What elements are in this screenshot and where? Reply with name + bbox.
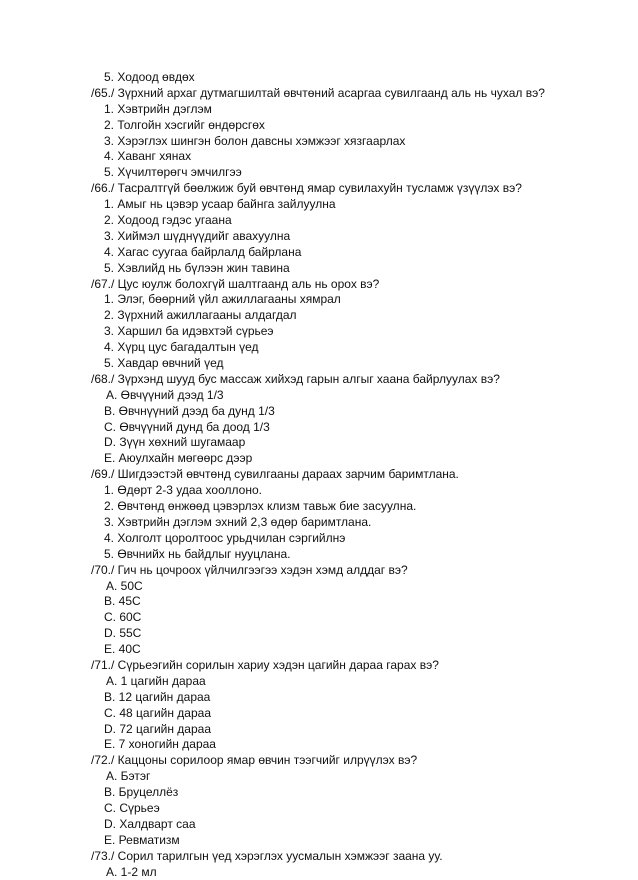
answer-option: 2. Өвчтөнд өнжөөд цэвэрлэх клизм тавьж бие засуулна. — [104, 499, 417, 514]
answer-option: 2. Толгойн хэсгийг өндөрсгөх — [104, 117, 265, 132]
answer-option: 3. Хиймэл шүднүүдийг авахуулна — [104, 228, 291, 243]
question-line: /69./ Шигдээстэй өвчтөнд сувилгааны дараах зарчим баримтлана. — [91, 467, 459, 482]
answer-option: A. 1-2 мл — [106, 864, 157, 879]
answer-option: D. Халдварт саа — [104, 816, 196, 831]
answer-option: E. 7 хоногийн дараа — [104, 737, 216, 752]
answer-option: A. 1 цагийн дараа — [106, 673, 206, 688]
answer-option: 5. Ходоод өвдөх — [104, 70, 195, 84]
answer-option: 4. Хүрц цус багадалтын үед — [104, 340, 259, 355]
answer-option: E. 40C — [104, 642, 141, 657]
answer-option: 5. Хавдар өвчний үед — [104, 356, 224, 371]
answer-option: D. Зүүн хөхний шугамаар — [104, 435, 246, 450]
answer-option: 3. Харшил ба идэвхтэй сүрьеэ — [104, 324, 274, 339]
answer-option: B. 12 цагийн дараа — [104, 689, 211, 704]
answer-option: B. Өвчнүүний дээд ба дунд 1/3 — [104, 403, 275, 418]
question-line: /70./ Гич нь цочроох үйлчилгээгээ хэдэн хэмд алддаг вэ? — [91, 562, 408, 577]
answer-option: E. Ревматизм — [104, 832, 180, 847]
answer-option: B. 45C — [104, 594, 141, 609]
answer-option: 4. Хаванг хянах — [104, 149, 192, 164]
question-line: /68./ Зүрхэнд шууд бус массаж хийхэд гарын алгыг хаана байрлуулах вэ? — [91, 371, 500, 386]
question-line: /66./ Тасралтгүй бөөлжиж буй өвчтөнд ямар сувилахуйн тусламж үзүүлэх вэ? — [91, 181, 522, 196]
answer-option: C. Сүрьеэ — [104, 800, 160, 815]
answer-option: D. 72 цагийн дараа — [104, 721, 212, 736]
answer-option: C. 60C — [104, 610, 142, 625]
answer-option: A. Бэтэг — [106, 769, 151, 784]
question-line: /67./ Цус юулж болохгүй шалтгаанд аль нь орох вэ? — [91, 276, 380, 291]
question-line: /72./ Каццоны сорилоор ямар өвчин тээгчийг илрүүлэх вэ? — [91, 753, 418, 768]
answer-option: 4. Холголт цоролтоос урьдчилан сэргийлнэ — [104, 530, 346, 545]
answer-option: A. 50C — [106, 578, 143, 593]
answer-option: 1. Өдөрт 2-3 удаа хооллоно. — [104, 483, 262, 498]
question-line: /65./ Зүрхний архаг дутмагшилтай өвчтөний асаргаа сувилгаанд аль нь чухал вэ? — [91, 85, 545, 100]
answer-option: D. 55C — [104, 626, 142, 641]
answer-option: 3. Хэвтрийн дэглэм эхний 2,3 өдөр баримтлана. — [104, 514, 372, 529]
answer-option: 2. Ходоод гэдэс угаана — [104, 213, 232, 228]
answer-option: 5. Өвчнийх нь байдлыг нууцлана. — [104, 546, 291, 561]
answer-option: C. Өвчүүний дунд ба доод 1/3 — [104, 419, 270, 434]
question-line: /73./ Сорил тарилгын үед хэрэглэх уусмалын хэмжээг заана уу. — [91, 848, 443, 863]
answer-option: C. 48 цагийн дараа — [104, 705, 212, 720]
answer-option: 5. Хэвлийд нь бүлээн жин тавина — [104, 260, 290, 275]
answer-option: 2. Зүрхний ажиллагааны алдагдал — [104, 308, 297, 323]
answer-option: 3. Хэрэглэх шингэн болон давсны хэмжээг хязгаарлах — [104, 133, 406, 148]
document-page — [0, 70, 638, 880]
answer-option: 4. Хагас суугаа байрлалд байрлана — [104, 244, 302, 259]
question-line: /71./ Сүрьеэгийн сорилын хариу хэдэн цагийн дараа гарах вэ? — [91, 657, 439, 672]
answer-option: 1. Хэвтрийн дэглэм — [104, 101, 212, 116]
answer-option: 5. Хүчилтөрөгч эмчилгээ — [104, 165, 242, 180]
answer-option: E. Аюулхайн мөгөөрс дээр — [104, 451, 253, 466]
answer-option: 1. Амыг нь цэвэр усаар байнга зайлуулна — [104, 197, 336, 212]
answer-option: 1. Элэг, бөөрний үйл ажиллагааны хямрал — [104, 292, 341, 307]
answer-option: A. Өвчүүний дээд 1/3 — [106, 387, 224, 402]
answer-option: B. Бруцеллёз — [104, 785, 179, 800]
